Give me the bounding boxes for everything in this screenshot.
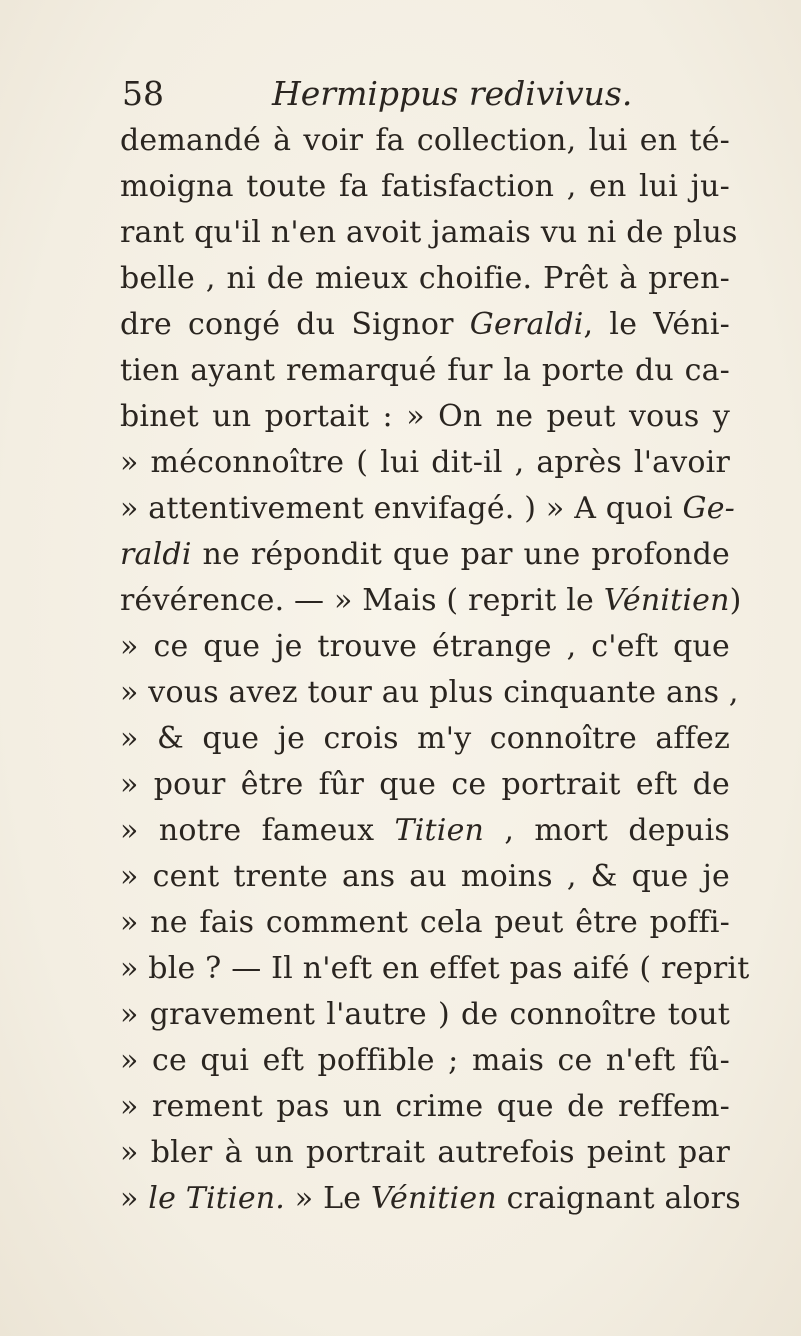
text-segment: moigna toute fa fatisfaction , en lui ju- (120, 169, 730, 204)
text-segment: ) (729, 583, 742, 618)
text-line (120, 118, 730, 164)
page-number: 58 (122, 74, 164, 113)
italic-text: Titien (394, 813, 485, 848)
text-segment: craignant alors (496, 1181, 741, 1216)
text-line (120, 900, 730, 946)
text-segment: » ne fais comment cela peut être poffi- (120, 905, 730, 940)
text-line (120, 486, 735, 532)
text-segment: , le Véni- (583, 307, 730, 342)
italic-text: Ge- (682, 491, 735, 526)
text-segment: » cent trente ans au moins , & que je (120, 859, 730, 894)
text-line (120, 716, 730, 762)
text-line (120, 1038, 730, 1084)
text-segment: » Le (285, 1181, 371, 1216)
text-segment: dre congé du Signor (120, 307, 470, 342)
text-segment: , mort depuis (484, 813, 730, 848)
text-line (120, 302, 730, 348)
text-segment: » & que je crois m'y connoître affez (120, 721, 730, 756)
text-segment: révérence. — » Mais ( reprit le (120, 583, 604, 618)
text-segment: tien ayant remarqué fur la porte du ca- (120, 353, 730, 388)
text-line (120, 210, 738, 256)
text-line (120, 578, 742, 624)
italic-text: le Titien. (148, 1181, 286, 1216)
italic-text: Geraldi (469, 307, 584, 342)
text-segment: » méconnoître ( lui dit-il , après l'avoir (120, 445, 730, 480)
text-segment: » notre fameux (120, 813, 395, 848)
text-segment: » gravement l'autre ) de connoître tout (120, 997, 730, 1032)
text-line (120, 164, 730, 210)
text-segment: rant qu'il n'en avoit jamais vu ni de plus (120, 215, 738, 250)
italic-text: Vénitien (370, 1181, 497, 1216)
text-line (120, 762, 730, 808)
text-segment: binet un portait : » On ne peut vous y (120, 399, 730, 434)
italic-text: Vénitien (603, 583, 730, 618)
text-line (120, 440, 730, 486)
text-segment: ne répondit que par une profonde (191, 537, 730, 572)
text-segment: » rement pas un crime que de reffem- (120, 1089, 730, 1124)
text-line (120, 992, 730, 1038)
running-head (122, 72, 722, 116)
text-segment: » (120, 1181, 149, 1216)
text-line (120, 854, 730, 900)
text-segment: » vous avez tour au plus cinquante ans , (120, 675, 739, 710)
text-line (120, 624, 730, 670)
text-segment: » attentivement envifagé. ) » A quoi (120, 491, 683, 526)
text-line (120, 1130, 730, 1176)
running-title: Hermippus redivivus. (272, 74, 633, 113)
text-line (120, 1176, 741, 1222)
italic-text: raldi (120, 537, 192, 572)
text-line (120, 532, 730, 578)
text-line (120, 256, 730, 302)
text-line (120, 1084, 730, 1130)
text-segment: » ble ? — Il n'eft en effet pas aifé ( reprit (120, 951, 750, 986)
body-text (120, 118, 750, 1222)
text-line (120, 808, 730, 854)
text-segment: demandé à voir fa collection, lui en té- (120, 123, 730, 158)
text-line (120, 348, 730, 394)
text-segment: » bler à un portrait autrefois peint par (120, 1135, 730, 1170)
text-segment: » ce que je trouve étrange , c'eft que (120, 629, 730, 664)
text-segment: belle , ni de mieux choifie. Prêt à pren- (120, 261, 730, 296)
text-line (120, 394, 730, 440)
text-line (120, 670, 739, 716)
text-segment: » ce qui eft poffible ; mais ce n'eft fû- (120, 1043, 730, 1078)
text-line (120, 946, 750, 992)
text-segment: » pour être fûr que ce portrait eft de (120, 767, 730, 802)
